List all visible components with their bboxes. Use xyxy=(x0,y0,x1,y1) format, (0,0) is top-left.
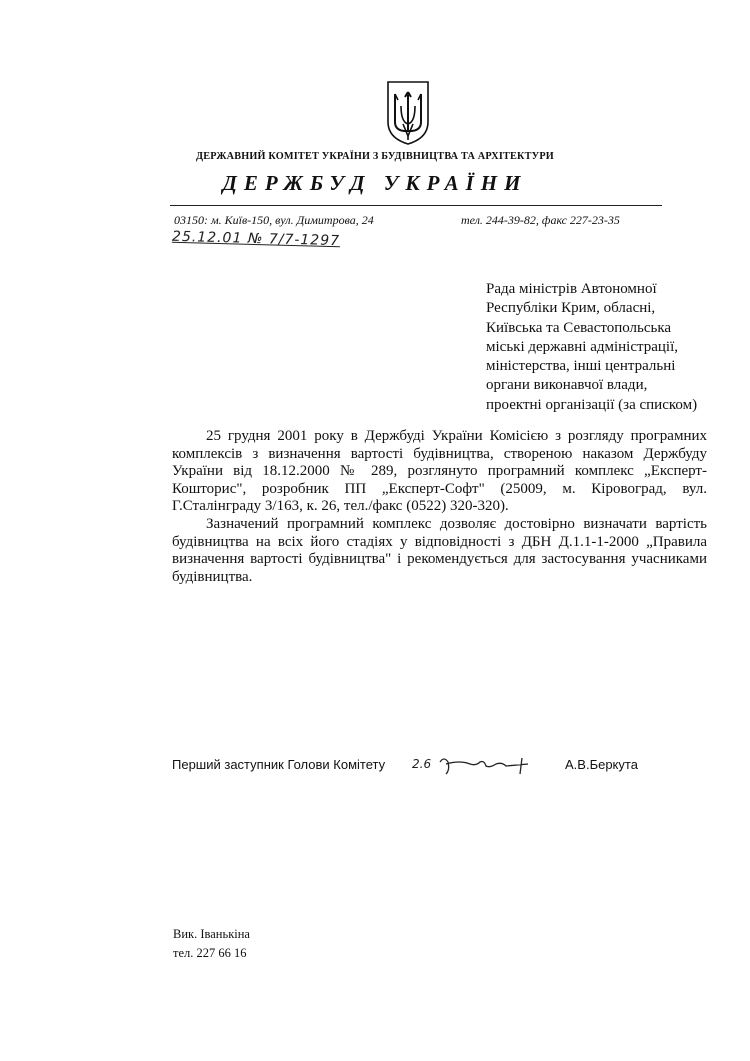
coat-of-arms-emblem xyxy=(384,80,432,146)
signatory-title: Перший заступник Голови Комітету xyxy=(172,757,386,772)
executor-name: Вик. Іванькіна xyxy=(173,927,250,941)
recipient-line: Республіки Крим, обласні, xyxy=(486,300,656,317)
letter-body xyxy=(172,428,707,586)
body-paragraph-2: Зазначений програмний комплекс дозволяє достовірно визначати вартість будівництва на всіх його стадіях у відповідності з ДБН Д.1.1-1-2000 „Правила визначення вартості будівництва" і рекомендується для застосування учасниками будівництва. xyxy=(172,515,707,585)
recipient-line: Київська та Севастопольська xyxy=(486,319,672,336)
registration-number: 25.12.01 № 7/7-1297 xyxy=(171,228,341,250)
office-phones: тел. 244-39-82, факс 227-23-35 xyxy=(461,213,620,227)
recipient-line: міські державні адміністрації, xyxy=(486,338,679,355)
ministry-title: ДЕРЖБУД УКРАЇНИ xyxy=(222,171,528,195)
office-address: 03150: м. Київ-150, вул. Димитрова, 24 xyxy=(174,213,374,227)
recipient-line: проектні організації (за списком) xyxy=(486,396,698,413)
recipient-line: міністерства, інші центральні xyxy=(486,358,676,375)
handwritten-signature xyxy=(410,748,535,780)
header-divider xyxy=(170,205,662,206)
committee-name: ДЕРЖАВНИЙ КОМІТЕТ УКРАЇНИ З БУДІВНИЦТВА ТА АРХІТЕКТУРИ xyxy=(196,150,554,162)
executor-phone: тел. 227 66 16 xyxy=(173,946,247,960)
body-paragraph-1: 25 грудня 2001 року в Держбуді України Комісією з розгляду програмних комплексів з визначення вартості будівництва, створеною наказом Держбуду України від 18.12.2000 № 289, розглянуто програмний комплекс „Експерт-Кошторис", розробник ПП „Експерт-Софт" (25009, м. Кіровоград, вул. Г.Сталінграду 3/163, к. 26, тел./факс (0522) 320-320). xyxy=(172,428,707,515)
signature-date: 2.6 xyxy=(412,757,432,771)
executor-block xyxy=(173,925,250,963)
recipients-block xyxy=(486,280,746,415)
recipient-line: органи виконавчої влади, xyxy=(486,377,648,394)
recipient-line: Рада міністрів Автономної xyxy=(486,281,657,297)
signatory-name: А.В.Беркута xyxy=(565,757,638,772)
